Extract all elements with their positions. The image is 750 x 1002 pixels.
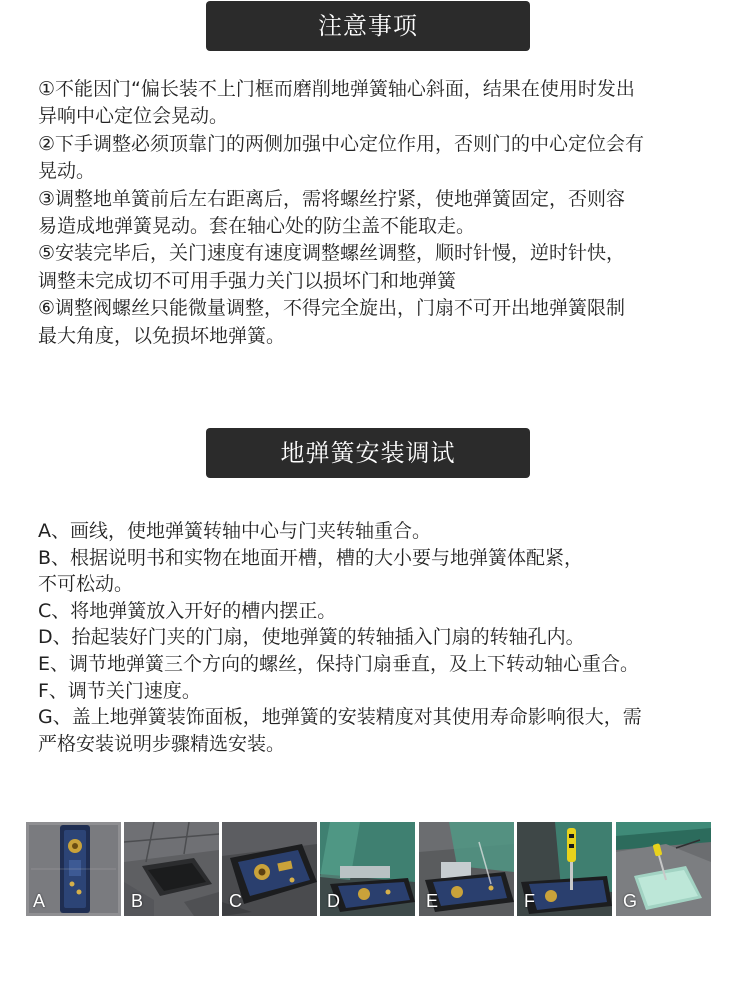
section-title-notes: 注意事项 [206, 1, 530, 51]
photo-label: C [229, 891, 242, 911]
text-line: ①不能因门“偏长装不上门框而磨削地弹簧轴心斜面，结果在使用时发出 [38, 78, 635, 100]
photo-label: G [623, 891, 638, 911]
photo-step-c [222, 822, 317, 916]
text-line: ②下手调整必须顶靠门的两侧加强中心定位作用，否则门的中心定位会有 [38, 132, 645, 155]
text-line: 最大角度，以免损坏地弹簧。 [38, 324, 286, 347]
photo-label: A [33, 891, 46, 911]
text-line: ⑥调整阀螺丝只能微量调整，不得完全旋出，门扇不可开出地弹簧限制 [38, 297, 626, 320]
photo-step-f [517, 822, 612, 916]
install-photo-strip [26, 822, 713, 916]
photo-step-g [616, 822, 711, 916]
photo-label: E [426, 891, 439, 911]
step-line: 严格安装说明步骤精选安装。 [38, 732, 286, 755]
step-line: 不可松动。 [38, 573, 134, 596]
step-line: C、将地弹簧放入开好的槽内摆正。 [38, 599, 337, 622]
step-line: F、调节关门速度。 [38, 679, 201, 702]
step-line: B、根据说明书和实物在地面开槽，槽的大小要与地弹簧体配紧， [38, 546, 584, 569]
notes-paragraph [38, 76, 728, 350]
step-line: A、画线，使地弹簧转轴中心与门夹转轴重合。 [38, 520, 431, 542]
text-line: ⑤安装完毕后，关门速度有速度调整螺丝调整，顺时针慢，逆时针快， [38, 242, 626, 265]
text-line: 晃动。 [38, 160, 96, 183]
photo-step-a [26, 822, 121, 916]
photo-label: D [327, 891, 340, 911]
install-steps-paragraph [38, 518, 728, 757]
step-line: E、调节地弹簧三个方向的螺丝，保持门扇垂直，及上下转动轴心重合。 [38, 652, 640, 675]
photo-step-d [320, 822, 415, 916]
section-title-install: 地弹簧安装调试 [206, 428, 530, 478]
photo-label: F [524, 891, 535, 911]
text-line: 易造成地弹簧晃动。套在轴心处的防尘盖不能取走。 [38, 214, 476, 237]
step-line: G、盖上地弹簧装饰面板，地弹簧的安装精度对其使用寿命影响很大，需 [38, 706, 642, 729]
text-line: ③调整地单簧前后左右距离后，需将螺丝拧紧，使地弹簧固定，否则容 [38, 187, 626, 210]
photo-step-e [419, 822, 514, 916]
text-line: 异响中心定位会晃动。 [38, 105, 229, 128]
text-line: 调整未完成切不可用手强力关门以损坏门和地弹簧 [38, 269, 457, 292]
photo-step-b [124, 822, 219, 916]
step-line: D、抬起装好门夹的门扇，使地弹簧的转轴插入门扇的转轴孔内。 [38, 626, 585, 649]
photo-label: B [131, 891, 144, 911]
